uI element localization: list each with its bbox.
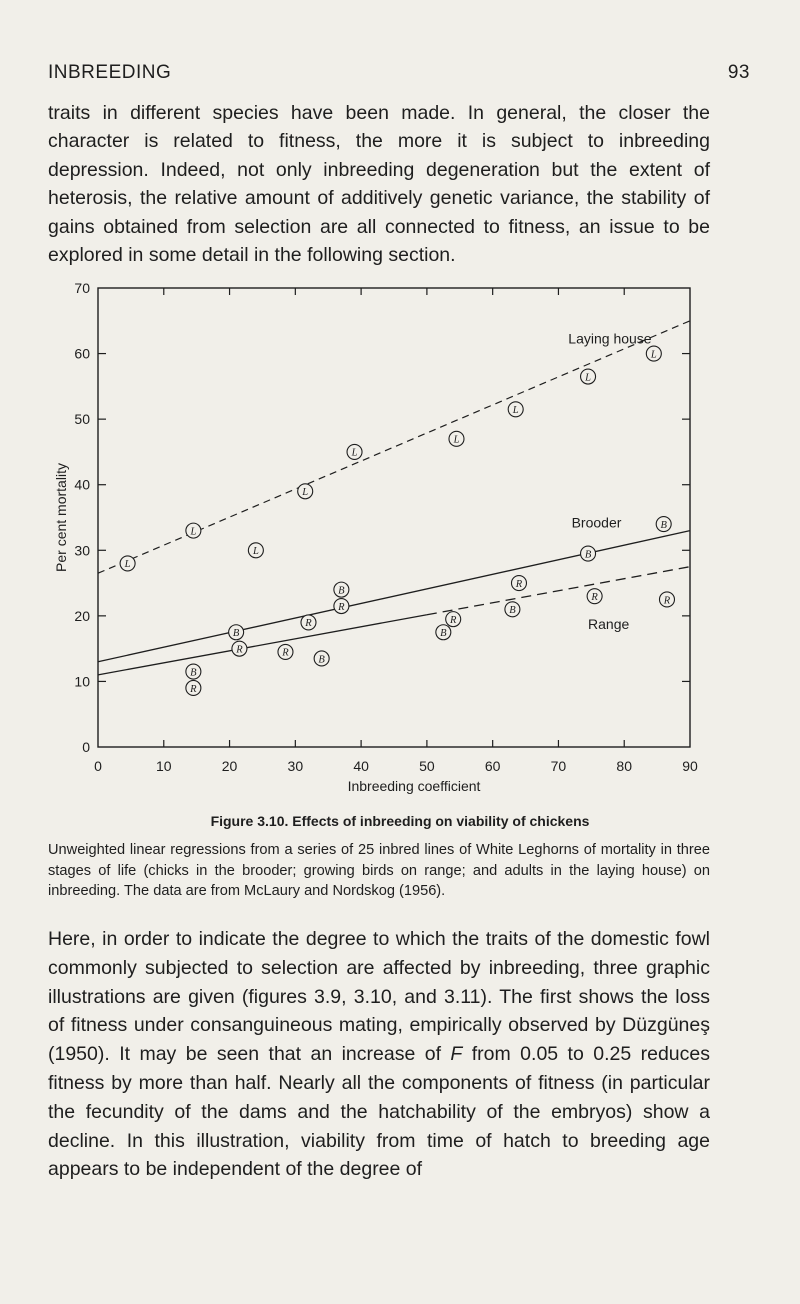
x-tick-label: 70 (550, 758, 567, 774)
marker-letter: L (512, 405, 519, 417)
laying-house-label: Laying house (568, 330, 652, 347)
x-axis-label: Inbreeding coefficient (347, 778, 481, 794)
data-point-l (248, 543, 263, 558)
marker-letter: L (124, 559, 131, 571)
data-point-l (347, 444, 362, 459)
marker-letter: L (302, 487, 309, 499)
y-tick-label: 20 (74, 607, 90, 624)
marker-letter: B (338, 585, 345, 597)
x-tick-label: 30 (287, 758, 304, 774)
data-point-b (314, 651, 329, 666)
y-tick-label: 30 (74, 542, 90, 559)
paragraph-2 (48, 925, 710, 1184)
range-label: Range (588, 615, 630, 632)
marker-letter: R (449, 614, 457, 626)
y-tick-label: 0 (82, 739, 90, 755)
x-tick-label: 50 (419, 758, 435, 774)
brooder-label: Brooder (571, 514, 622, 531)
marker-letter: L (252, 546, 259, 558)
data-point-b (186, 664, 201, 679)
data-point-l (298, 484, 313, 499)
marker-letter: B (190, 667, 197, 679)
x-tick-label: 10 (155, 758, 172, 774)
marker-letter: B (509, 605, 516, 617)
data-point-b (436, 625, 451, 640)
laying-house-line (98, 321, 690, 573)
marker-letter: L (351, 447, 358, 459)
page-number: 93 (727, 62, 750, 83)
data-point-b (505, 602, 520, 617)
y-tick-label: 50 (74, 411, 90, 428)
running-title: INBREEDING (48, 62, 172, 83)
marker-letter: B (660, 519, 667, 531)
data-point-r (232, 641, 247, 656)
x-tick-label: 60 (484, 758, 501, 774)
data-point-b (229, 625, 244, 640)
y-tick-label: 70 (74, 280, 90, 296)
data-point-r (511, 576, 526, 591)
marker-letter: R (305, 618, 312, 630)
x-tick-label: 40 (353, 758, 369, 774)
marker-letter: R (190, 683, 197, 695)
y-axis-label: Per cent mortality (53, 463, 69, 572)
marker-letter: B (318, 654, 325, 666)
marker-letter: B (232, 628, 240, 640)
x-tick-label: 0 (94, 758, 102, 774)
marker-letter: B (584, 549, 592, 561)
data-point-l (449, 431, 464, 446)
paragraph-1: traits in different species have been made. In general, the closer the character is related to fitness, the more it is subject to inbreeding depression. Indeed, not only inbreeding degeneration but the extent of heterosis, the relative amount of additively genetic variance, the stability of gains obtained from selection are all connected to fitness, an issue to be explored in some detail in the following section. (48, 102, 710, 267)
data-point-l (646, 346, 661, 361)
marker-letter: B (440, 628, 447, 640)
range-line (98, 615, 427, 675)
figure-3-10 (0, 270, 800, 800)
data-point-l (186, 523, 201, 538)
data-point-r (278, 644, 293, 659)
y-tick-label: 40 (74, 476, 90, 493)
data-point-r (659, 592, 674, 607)
mortality-chart (0, 270, 800, 800)
data-point-l (581, 369, 596, 384)
data-point-r (334, 599, 349, 614)
marker-letter: L (453, 434, 460, 446)
marker-letter: L (585, 372, 591, 384)
paragraph-2-end: from 0.05 to 0.25 reduces fitness by more than half. Nearly all the components of fitness (in particular the fecundity of the dams and the hatchability of the embryos) show a decline. In this illustration, viability from time of hatch to breeding age appears to be independent of the degree of (48, 1043, 710, 1181)
brooder-label-marker (656, 517, 671, 532)
marker-letter: L (190, 526, 197, 538)
y-tick-label: 10 (74, 673, 90, 690)
data-point-b (334, 582, 349, 597)
marker-letter: R (663, 595, 671, 607)
marker-letter: L (650, 349, 657, 361)
marker-letter: R (338, 601, 345, 613)
data-point-l (508, 402, 523, 417)
marker-letter: R (591, 591, 598, 603)
paragraph-2-start: Here, in order to indicate the degree to which the traits of the domestic fowl commonly subjected to selection are affected by inbreeding, three graphic illustrations are given (figures 3.9, 3.10, and 3.11). The first shows the loss of fitness under consanguineous mating, empirically observed by Düzgüneş (1950). It may be seen that an increase of (48, 928, 710, 1066)
x-tick-label: 90 (682, 758, 698, 774)
data-point-r (186, 680, 201, 695)
x-tick-label: 80 (616, 758, 633, 774)
figure-caption-body: Unweighted linear regressions from a series of 25 inbred lines of White Leghorns of mortality in three stages of life (chicks in the brooder; growing birds on range; and adults in the laying house) on inbreeding. The data are from McLaury and Nordskog (1956). (48, 842, 710, 899)
y-tick-label: 60 (74, 345, 90, 362)
data-point-b (581, 546, 596, 561)
running-header (48, 62, 750, 88)
x-tick-label: 20 (221, 758, 238, 774)
marker-letter: R (282, 647, 289, 659)
data-point-r (587, 589, 602, 604)
data-point-l (120, 556, 135, 571)
marker-letter: R (236, 644, 243, 656)
paragraph-2-symbol-f: F (450, 1043, 463, 1066)
marker-letter: R (515, 578, 523, 590)
data-point-r (301, 615, 316, 630)
range-line-dashed (427, 567, 690, 615)
figure-caption-title: Figure 3.10. Effects of inbreeding on viability of chickens (210, 813, 590, 829)
data-point-r (446, 612, 461, 627)
